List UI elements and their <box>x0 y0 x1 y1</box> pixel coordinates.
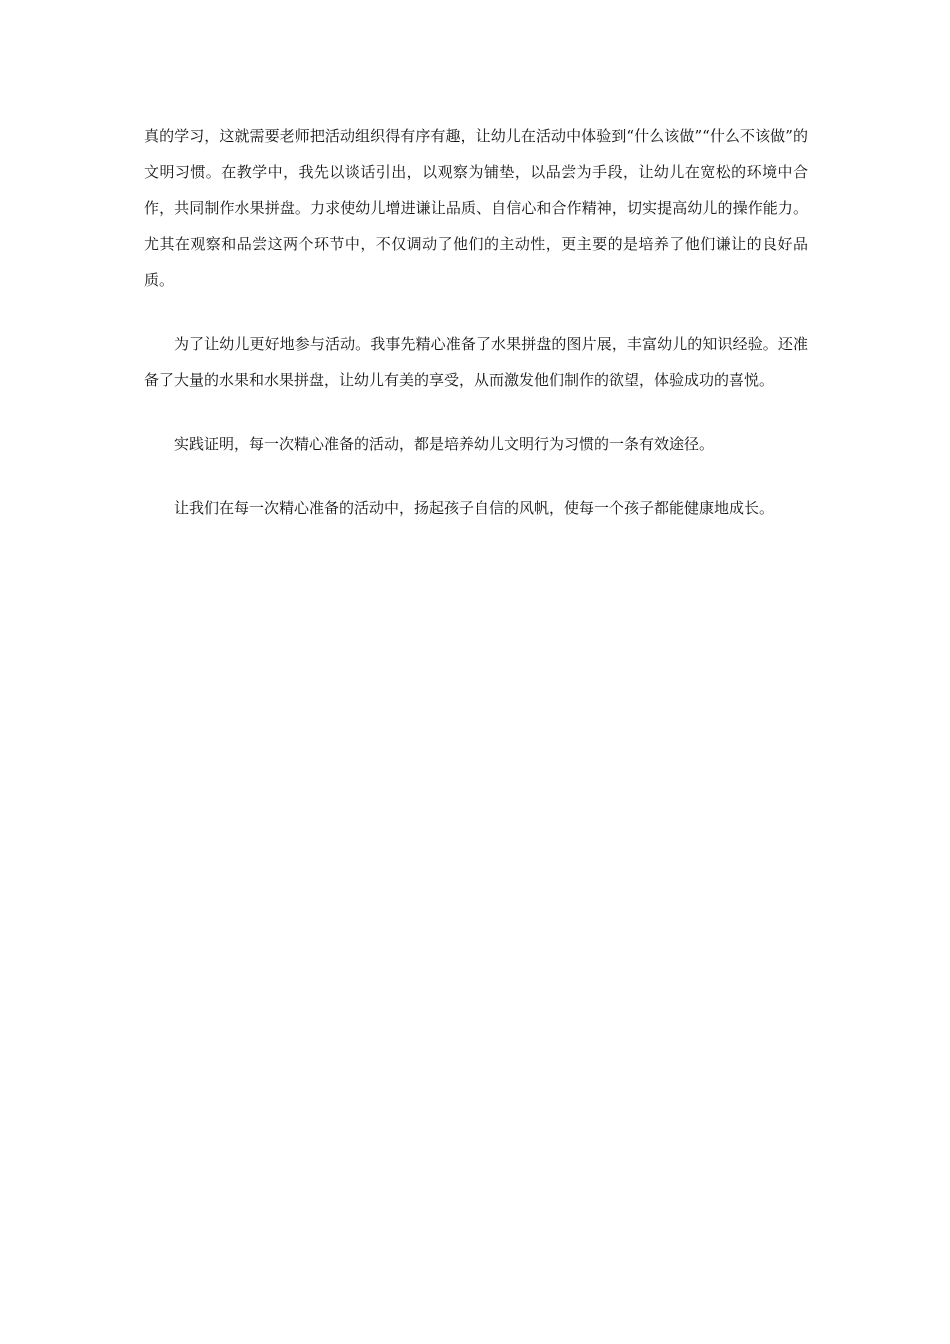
paragraph-3: 实践证明，每一次精心准备的活动，都是培养幼儿文明行为习惯的一条有效途径。 <box>174 435 715 453</box>
paragraph-4: 让我们在每一次精心准备的活动中，扬起孩子自信的风帆，使每一个孩子都能健康地成长。 <box>174 499 775 517</box>
paragraph-2: 为了让幼儿更好地参与活动。我事先精心准备了水果拼盘的图片展，丰富幼儿的知识经验。还准备了大量的水果和水果拼盘，让幼儿有美的享受，从而激发他们制作的欲望，体验成功的喜悦。 <box>144 335 808 389</box>
document-body <box>144 118 808 526</box>
paragraph-1: 真的学习，这就需要老师把活动组织得有序有趣，让幼儿在活动中体验到“什么该做”“什么不该做”的文明习惯。在教学中，我先以谈话引出，以观察为铺垫，以品尝为手段，让幼儿在宽松的环境中合作，共同制作水果拼盘。力求使幼儿增进谦让品质、自信心和合作精神，切实提高幼儿的操作能力。尤其在观察和品尝这两个环节中，不仅调动了他们的主动性，更主要的是培养了他们谦让的良好品质。 <box>144 127 808 289</box>
